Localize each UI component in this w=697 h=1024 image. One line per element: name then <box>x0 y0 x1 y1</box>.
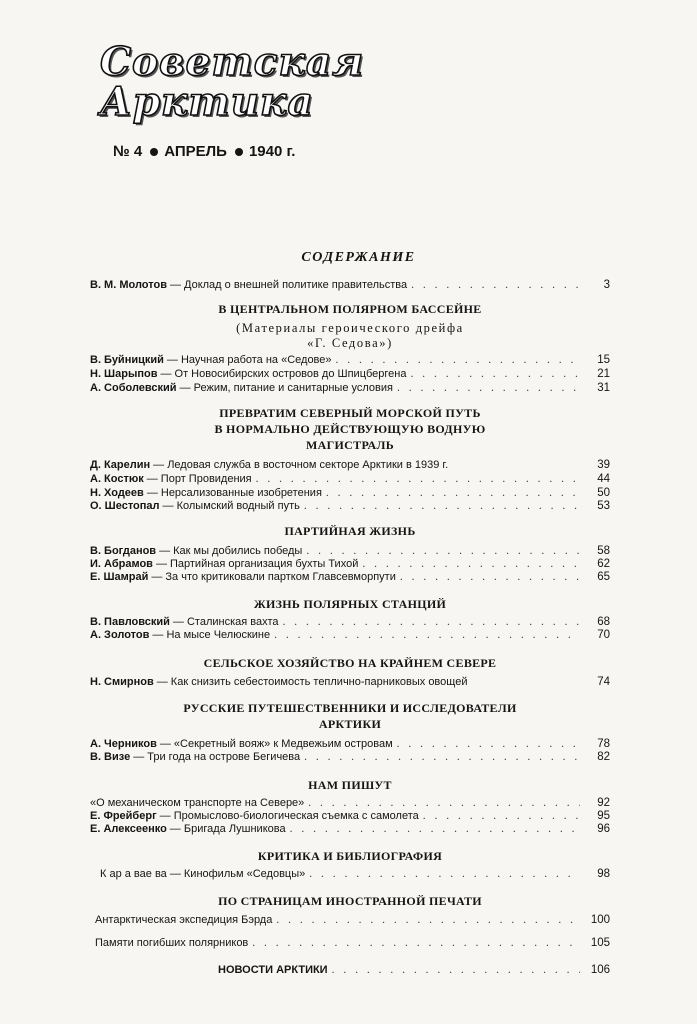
toc-entry[interactable] <box>90 913 610 928</box>
entry-page: 58 <box>597 545 610 557</box>
entry-title: К ар а вае ва — Кинофильм «Седовцы» <box>100 868 306 880</box>
toc-entry[interactable] <box>90 675 610 690</box>
toc-entry[interactable] <box>90 750 610 765</box>
issue-number: № 4 <box>113 143 143 160</box>
entry-page: 65 <box>597 571 610 583</box>
toc-entry[interactable] <box>90 278 610 293</box>
dot-leader <box>411 278 580 293</box>
toc-entry[interactable] <box>90 628 610 643</box>
toc-entry[interactable] <box>90 570 610 585</box>
section-subheading: (Материалы героического дрейфа <box>236 321 464 335</box>
entry-title: — За что критиковали партком Главсевморпути <box>151 571 396 583</box>
entry-page: 39 <box>597 459 610 471</box>
entry-author: Е. Шамрай <box>90 571 149 583</box>
masthead-line-2: Арктика <box>100 79 314 125</box>
section-heading-letters: НАМ ПИШУТ <box>308 778 392 792</box>
dot-leader <box>336 353 580 368</box>
entry-title: — Промыслово-биологическая съемка с самолета <box>159 810 419 822</box>
toc-title: СОДЕРЖАНИЕ <box>301 250 416 265</box>
toc-entry[interactable] <box>90 867 610 882</box>
entry-title: — Сталинская вахта <box>172 616 279 628</box>
dot-leader <box>411 367 581 382</box>
section-subheading: «Г. Седова») <box>307 336 393 350</box>
entry-page: 98 <box>597 868 610 880</box>
entry-author: А. Золотов <box>90 629 150 641</box>
dot-leader <box>290 822 580 837</box>
entry-title: — Научная работа на «Седове» <box>166 354 332 366</box>
entry-author: А. Черников <box>90 738 157 750</box>
bullet-dot-icon <box>150 148 158 156</box>
entry-title: — Нерсализованные изобретения <box>146 487 322 499</box>
entry-title: Памяти погибших полярников <box>95 937 249 949</box>
entry-title: «О механическом транспорте на Севере» <box>90 797 305 809</box>
entry-page: 105 <box>590 937 610 949</box>
entry-title: Антарктическая экспедиция Бэрда <box>95 914 273 926</box>
entry-title: — Режим, питание и санитарные условия <box>179 382 393 394</box>
toc-entry[interactable] <box>90 963 610 978</box>
toc-entry[interactable] <box>90 936 610 951</box>
toc-entry[interactable] <box>90 499 610 514</box>
entry-title: — Партийная организация бухты Тихой <box>155 558 359 570</box>
entry-title: — Порт Провидения <box>146 473 252 485</box>
entry-page: 74 <box>597 676 610 688</box>
entry-page: 53 <box>597 500 610 512</box>
entry-title: — Доклад о внешней политике правительства <box>169 279 408 291</box>
entry-page: 70 <box>597 629 610 641</box>
entry-author: В. М. Молотов <box>90 279 167 291</box>
toc-entry[interactable] <box>90 822 610 837</box>
entry-page: 15 <box>597 354 610 366</box>
entry-title: — Три года на острове Бегичева <box>133 751 301 763</box>
toc-entry[interactable] <box>90 367 610 382</box>
entry-title: — Бригада Лушникова <box>169 823 286 835</box>
entry-page: 95 <box>597 810 610 822</box>
dot-leader <box>274 628 580 643</box>
entry-author: Е. Алексеенко <box>90 823 167 835</box>
entry-title: — Колымский водный путь <box>162 500 300 512</box>
entry-page: 31 <box>597 382 610 394</box>
entry-page: 3 <box>603 279 610 291</box>
entry-author: А. Соболевский <box>90 382 177 394</box>
section-heading-sea-route: ПРЕВРАТИМ СЕВЕРНЫЙ МОРСКОЙ ПУТЬ <box>219 406 481 420</box>
dot-leader <box>304 499 580 514</box>
section-heading-foreign-press: ПО СТРАНИЦАМ ИНОСТРАННОЙ ПЕЧАТИ <box>218 894 482 908</box>
entry-title: НОВОСТИ АРКТИКИ <box>218 964 328 976</box>
section-heading-central: В ЦЕНТРАЛЬНОМ ПОЛЯРНОМ БАССЕЙНЕ <box>218 302 482 316</box>
entry-author: Н. Шарыпов <box>90 368 158 380</box>
dot-leader <box>397 381 580 396</box>
dot-leader <box>309 867 580 882</box>
section-heading-critique: КРИТИКА И БИБЛИОГРАФИЯ <box>257 849 443 863</box>
entry-author: Д. Карелин <box>90 459 151 471</box>
issue-line <box>113 143 295 160</box>
entry-page: 21 <box>597 368 610 380</box>
section-heading-agriculture: СЕЛЬСКОЕ ХОЗЯЙСТВО НА КРАЙНЕМ СЕВЕРЕ <box>203 656 497 670</box>
entry-title: — Как мы добились победы <box>159 545 303 557</box>
dot-leader <box>400 570 580 585</box>
entry-page: 68 <box>597 616 610 628</box>
section-heading-sea-route: МАГИСТРАЛЬ <box>306 438 394 452</box>
magazine-masthead <box>100 39 365 125</box>
section-heading-travelers: АРКТИКИ <box>318 717 382 731</box>
entry-author: А. Костюк <box>90 473 144 485</box>
entry-author: Н. Смирнов <box>90 676 154 688</box>
entry-page: 92 <box>597 797 610 809</box>
section-heading-stations: ЖИЗНЬ ПОЛЯРНЫХ СТАНЦИЙ <box>253 597 447 611</box>
entry-author: Н. Ходеев <box>90 487 144 499</box>
entry-page: 44 <box>597 473 610 485</box>
issue-year: 1940 г. <box>248 143 296 160</box>
bullet-dot-icon <box>235 148 243 156</box>
entry-title: — Ледовая служба в восточном секторе Арктики в 1939 г. <box>153 459 449 471</box>
section-heading-travelers: РУССКИЕ ПУТЕШЕСТВЕННИКИ И ИССЛЕДОВАТЕЛИ <box>183 701 517 715</box>
entry-author: В. Буйницкий <box>90 354 164 366</box>
entry-page: 96 <box>597 823 610 835</box>
entry-author: Е. Фрейберг <box>90 810 157 822</box>
toc-entry[interactable] <box>90 458 610 473</box>
entry-page: 62 <box>597 558 610 570</box>
entry-author: В. Павловский <box>90 616 170 628</box>
entry-page: 78 <box>597 738 610 750</box>
dot-leader <box>256 472 580 487</box>
entry-title: — От Новосибирских островов до Шпицбергена <box>160 368 407 380</box>
section-heading-sea-route: В НОРМАЛЬНО ДЕЙСТВУЮЩУЮ ВОДНУЮ <box>214 422 486 436</box>
toc-entry[interactable] <box>90 472 610 487</box>
section-heading-party: ПАРТИЙНАЯ ЖИЗНЬ <box>284 524 416 538</box>
entry-author: И. Абрамов <box>90 558 153 570</box>
entry-author: О. Шестопал <box>90 500 160 512</box>
entry-title: — Как снизить себестоимость тепличнo-парниковых овощей <box>156 676 468 688</box>
entry-title: — «Секретный вояж» к Медвежьим островам <box>159 738 393 750</box>
entry-page: 100 <box>590 914 610 926</box>
dot-leader <box>332 963 580 978</box>
dot-leader <box>252 936 580 951</box>
entry-page: 82 <box>597 751 610 763</box>
entry-page: 50 <box>597 487 610 499</box>
toc-entry[interactable] <box>90 381 610 396</box>
issue-month: АПРЕЛЬ <box>164 143 227 160</box>
masthead-line-1: Советская <box>100 39 365 85</box>
entry-author: В. Визе <box>90 751 131 763</box>
toc-entry[interactable] <box>90 353 610 368</box>
dot-leader <box>276 913 580 928</box>
dot-leader <box>304 750 580 765</box>
entry-title: — На мысе Челюскине <box>152 629 271 641</box>
entry-page: 106 <box>590 964 610 976</box>
entry-author: В. Богданов <box>90 545 157 557</box>
